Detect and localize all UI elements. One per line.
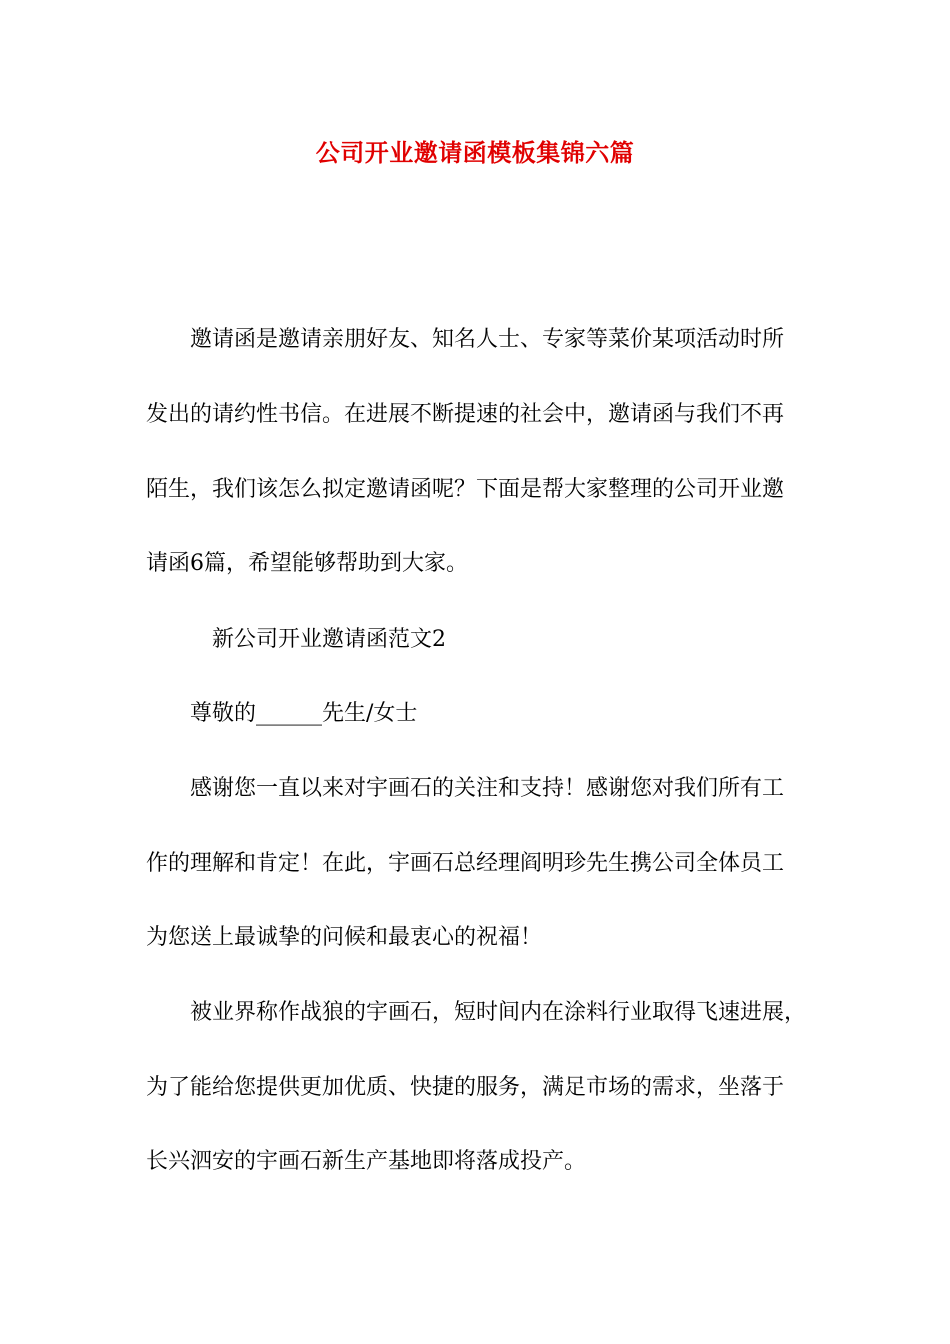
paragraph-line: 被业界称作战狼的宇画石，短时间内在涂料行业取得飞速进展， [190, 1000, 807, 1025]
salutation-line: 尊敬的______先生/女士 [190, 701, 418, 726]
paragraph-line: 为了能给您提供更加优质、快捷的服务，满足市场的需求，坐落于 [146, 1075, 785, 1100]
paragraph-line: 长兴泗安的宇画石新生产基地即将落成投产。 [146, 1149, 587, 1174]
paragraph-line: 为您送上最诚挚的问候和最衷心的祝福！ [146, 925, 543, 950]
paragraph-line: 请函6篇，希望能够帮助到大家。 [146, 551, 468, 576]
paragraph-line: 作的理解和肯定！在此，宇画石总经理阎明珍先生携公司全体员工 [146, 851, 785, 876]
paragraph-line: 感谢您一直以来对宇画石的关注和支持！感谢您对我们所有工 [190, 776, 785, 801]
paragraph-line: 邀请函是邀请亲朋好友、知名人士、专家等菜价某项活动时所 [190, 327, 785, 352]
paragraph-line: 发出的请约性书信。在进展不断提速的社会中，邀请函与我们不再 [146, 402, 785, 427]
section-heading: 新公司开业邀请函范文2 [212, 627, 446, 652]
document-title: 公司开业邀请函模板集锦六篇 [315, 138, 635, 167]
paragraph-line: 陌生，我们该怎么拟定邀请函呢？下面是帮大家整理的公司开业邀 [146, 477, 785, 502]
